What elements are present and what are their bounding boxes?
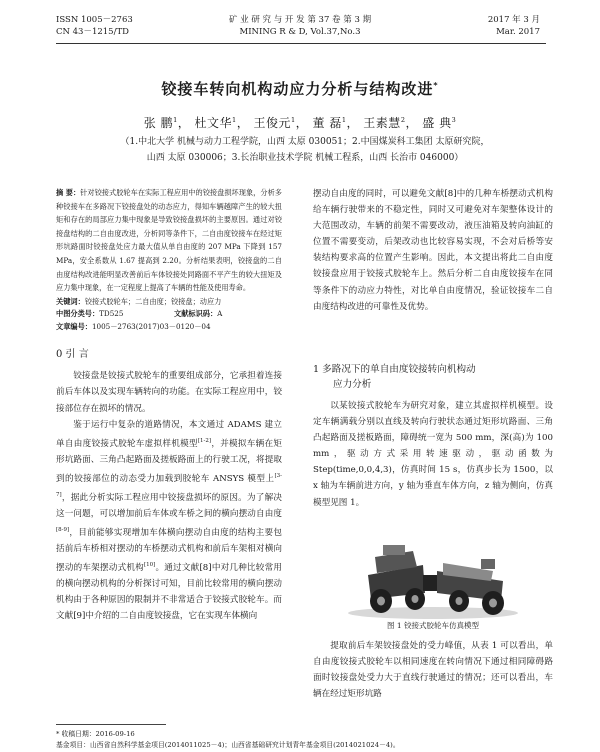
doc-code-value: A (217, 309, 223, 319)
citation: [8-9] (56, 526, 70, 533)
wheel-hub (489, 599, 497, 608)
right-paragraph-1: 摆动自由度的同时，可以避免文献[8]中的几种车桥摆动式机构给车辆行驶带来的不稳定性，同时又可避免对车架整体设计的大范围改动，车辆的前架不需要改动，液压油箱及转向油缸的位置不需要变动，后架改动也比较容易实现，不会对后桥等安装结构要求高的位置产生影响。因此，本文提出将此二自由度铰接盘应用于铰接式胶轮车上。然后分析二自由度铰接车在同等条件下的动应力特性，对比单自由度情况，验证铰接车二自由度结构改进的可靠性及优势。 (313, 189, 553, 312)
clc-value: TD525 (99, 309, 124, 319)
article-number-value: 1005－2763(2017)03－0120－04 (91, 321, 211, 331)
author-6: 盛 典$^3$ (422, 116, 457, 130)
intro-paragraph-2: 鉴于运行中复杂的道路情况，本文通过 ADAMS 建立单自由度铰接式胶轮车虚拟样机模型[1-2]，并模拟车辆在矩形坑路面、三角凸起路面及搓板路面上的行驶工况，将提取到的铰接部位的动态受力加载到胶轮车 ANSYS 模型上[3-7]，据此分析实际工程应用中铰接盘损坏的原因。为了解决这一问题，可以增加前后车体或车桥之间的横向摆动自由度[8-9]，目前能够实现增加车体横向摆动自由度的结构主要包括前后车桥相对摆动的车桥摆动式机构和前后车架相对横向摆动的车架摆动式机构[10]。通过文献[8]中对几种比较常用的横向摆动机构的分析探讨可知，目前比较常用的横向摆动机构由于各种原因的限制并不非常适合于铰接式胶轮车。而文献[9]中介绍的二自由度铰接盘，它在实现车体横向 (56, 419, 282, 621)
author-1: 张 鹏$^1$ (143, 116, 178, 130)
abstract-text: 针对铰接式胶轮车在实际工程应用中的铰接盘损坏现象，分析多种铰接车在多路况下铰接盘处的动态应力，得知车辆越障产生的较大扭矩和存在的局部应力集中现象是导致铰接盘损坏的主要原因。通过对铰接盘结构的二自由度改进，分析同等条件下，二自由度铰接车在经过矩形坑路面时铰接盘处应力最大值从单自由度的 207 MPa 下降到 157 MPa，安全系数从 1.67 提高到 2.20。分析结果表明，铰接盘的二自由度结构改进能明显改善前后车体铰接处同路面不平产生的较大扭矩及应力集中现象，在一定程度上提高了车辆的性能及使用寿命。 (56, 188, 282, 293)
articulation-joint (423, 575, 437, 591)
wheel-hub (377, 597, 385, 606)
title-footnote-mark: * (433, 81, 439, 90)
citation: [1-2] (197, 437, 212, 444)
section-heading-1: 1 多路况下的单自由度铰接转向机构动 应力分析 (313, 364, 476, 390)
author-4: 董 磊$^1$ (312, 116, 347, 130)
wheel-hub (456, 597, 463, 605)
right-column (313, 186, 553, 315)
abstract-label: 摘 要： (56, 188, 81, 197)
section-1-paragraph: 以某铰接式胶轮车为研究对象，建立其虚拟样机模型。设定车辆满载分别以直线及转向行驶状态通过矩形坑路面、三角凸起路面及搓板路面，障碍统一宽为 500 mm，深(高)为 100 mm，驱动方式采用转速驱动，驱动函数为 Step(time,0,0,4,3)，仿真时间 15 s，仿真步长为 1500，以 x 轴为车辆前进方向，y 轴为垂直车体方向，z 轴为侧向，仿真模型见图 1。 (313, 401, 553, 508)
journal-cn: 矿 业 研 究 与 开 发 第 37 卷 第 3 期 (228, 15, 372, 25)
received-date-footnote: * 收稿日期：2016-09-16 (56, 730, 135, 738)
author-2: 杜文华$^1$ (194, 116, 237, 130)
paper-title (0, 78, 600, 99)
bottom-text-block (313, 638, 553, 702)
footnote-rule (56, 724, 166, 725)
citation: [3-7] (56, 472, 282, 498)
keywords (56, 295, 282, 309)
author-3: 王俊元$^1$ (253, 116, 296, 130)
issn: ISSN 1005－2763 (56, 15, 133, 25)
rear-roof (383, 545, 405, 555)
section-heading-intro: 0 引 言 (56, 349, 89, 361)
doc-code-label: 文献标识码： (174, 309, 218, 319)
abstract (56, 186, 282, 295)
fund-footnote: 基金项目：山西省自然科学基金项目(2014011025－4)；山西省基础研究计划青年基金项目(2014021024－4)。 (56, 741, 400, 749)
keywords-text: 铰接式胶轮车；二自由度；铰接盘；动应力 (84, 296, 222, 306)
journal-en: MINING R & D, Vol.37,No.3 (239, 27, 361, 37)
left-column (56, 186, 282, 624)
header-rule (56, 43, 546, 44)
affiliation-line-1: （1.中北大学 机械与动力工程学院，山西 太原 030051；2.中国煤炭科工集团 太原研究院， (120, 137, 490, 147)
citation: [10] (143, 561, 156, 568)
article-number-label: 文章编号： (56, 321, 92, 331)
article-number-row (56, 321, 282, 334)
clc-label: 中图分类号： (56, 309, 100, 319)
classification-row (56, 308, 282, 321)
date-cn: 2017 年 3 月 (487, 15, 540, 25)
wheel-hub (412, 595, 419, 603)
paper-title-text: 铰接车转向机构动应力分析与结构改进 (161, 80, 434, 98)
date-en: Mar. 2017 (496, 27, 540, 37)
front-cab-block (481, 559, 495, 569)
author-5: 王素慧$^2$ (363, 116, 406, 130)
section-1 (313, 362, 553, 511)
intro-paragraph-1: 铰接盘是铰接式胶轮车的重要组成部分，它承担着连接前后车体以及实现车辆转向的功能。在实际工程应用中，铰接部位存在损坏的情况。 (56, 371, 282, 414)
author-list: 张 鹏$^1$， 杜文华$^1$， 王俊元$^1$， 董 磊$^1$， 王素慧$^2$， 盛 典$^3$ (143, 116, 457, 130)
vehicle-model-figure (313, 535, 553, 625)
header-right (488, 14, 540, 38)
bottom-paragraph: 提取前后车架铰接盘处的受力峰值，从表 1 可以看出，单自由度铰接式胶轮车以相同速度在转向情况下通过相同障碍路面时铰接盘处受力大于直线行驶通过的情况；还可以看出，车辆在经过矩形坑路 (313, 641, 553, 700)
figure-1-caption: 图 1 铰接式胶轮车仿真模型 (386, 621, 480, 630)
cn-number: CN 43－1215/TD (56, 27, 129, 37)
affiliation-line-2: 山西 太原 030006；3.长治职业技术学院 机械工程系，山西 长治市 046000） (146, 153, 464, 163)
keywords-label: 关键词： (56, 296, 85, 306)
